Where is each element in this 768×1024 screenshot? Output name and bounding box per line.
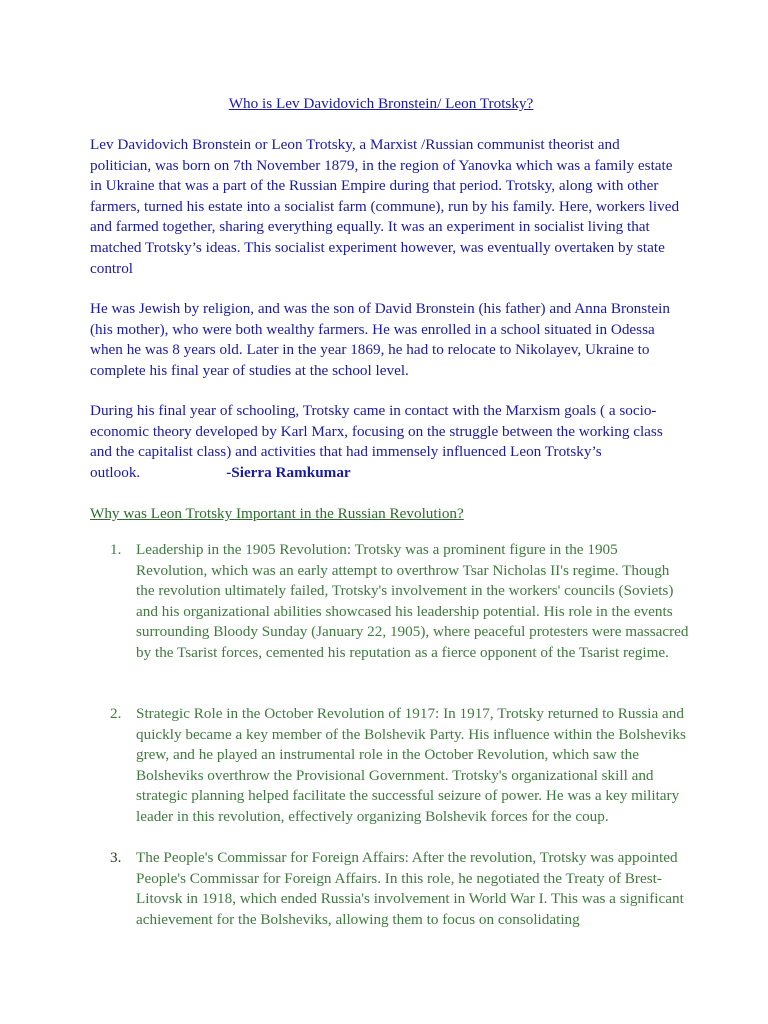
bio-paragraph-1: Lev Davidovich Bronstein or Leon Trotsky, a Marxist /Russian communist theorist and politician, was born on 7th November 1879, in the region of Yanovka which was a family estate in Ukraine that was a part of the Russian Empire during that period. Trotsky, along with other farmers, turned his estate into a socialist farm (commune), run by his family. Here, workers lived and farmed together, sharing everything equally. It was an experiment in socialist living that matched Trotsky’s ideas. This socialist experiment however, was eventually overtaken by state control: [90, 136, 680, 277]
bio-paragraph-2: He was Jewish by religion, and was the son of David Bronstein (his father) and Anna Bronstein (his mother), who were both wealthy farmers. He was enrolled in a school situated in Odessa when he was 8 years old. Later in the year 1869, he had to relocate to Nikolayev, Ukraine to complete his final year of studies at the school level.: [90, 300, 670, 379]
list-item-number: 3.: [110, 849, 122, 866]
list-item-text: The People's Commissar for Foreign Affairs: After the revolution, Trotsky was appointed People's Commissar for Foreign Affairs. In this role, he negotiated the Treaty of Brest-Litovsk in 1918, which ended Russia's involvement in World War I. This was a significant achievement for the Bolsheviks, allowing them to focus on consolidating: [136, 849, 684, 928]
section1-title: Who is Lev Davidovich Bronstein/ Leon Trotsky?: [228, 95, 534, 112]
list-item-text: Strategic Role in the October Revolution of 1917: In 1917, Trotsky returned to Russia and quickly became a key member of the Bolshevik Party. His influence within the Bolsheviks grew, and he played an instrumental role in the October Revolution, which saw the Bolsheviks overthrow the Provisional Government. Trotsky's organizational skill and strategic planning helped facilitate the successful seizure of power. He was a key military leader in this revolution, effectively organizing Bolshevik forces for the coup.: [136, 705, 686, 825]
list-item: [110, 540, 690, 664]
list-item: [110, 848, 690, 930]
author-signature: -Sierra Ramkumar: [226, 463, 351, 481]
list-item-number: 1.: [110, 541, 122, 558]
list-item: [110, 704, 690, 828]
bio-paragraph-3-text: During his final year of schooling, Trotsky came in contact with the Marxism goals ( a socio-economic theory developed by Karl Marx, focusing on the struggle between the working class and the capitalist class) and activities that had immensely influenced Leon Trotsky’s outlook.: [90, 402, 663, 481]
list-item-number: 2.: [110, 705, 122, 722]
bio-paragraph-3: [90, 401, 682, 483]
section2-title: Why was Leon Trotsky Important in the Russian Revolution?: [90, 505, 464, 522]
list-item-text: Leadership in the 1905 Revolution: Trotsky was a prominent figure in the 1905 Revolution, which was an early attempt to overthrow Tsar Nicholas II's regime. Though the revolution ultimately failed, Trotsky's involvement in the workers' councils (Soviets) and his organizational abilities showcased his leadership potential. His role in the events surrounding Bloody Sunday (January 22, 1905), where peaceful protesters were massacred by the Tsarist forces, cemented his reputation as a fierce opponent of the Tsarist regime.: [136, 541, 689, 661]
